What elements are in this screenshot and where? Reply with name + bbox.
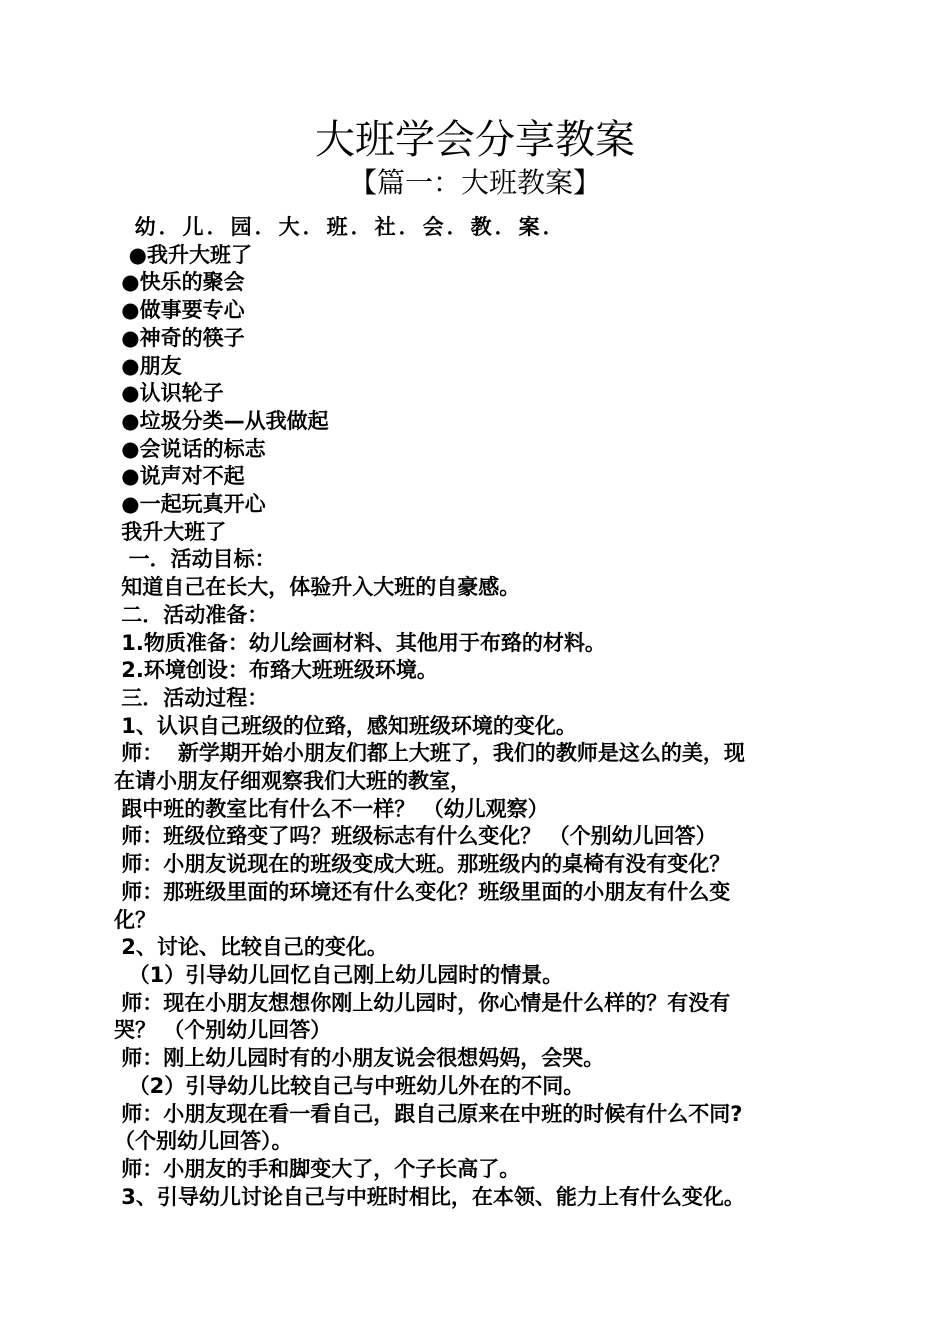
document-title: 大班学会分享教案: [315, 117, 635, 163]
list-item: ●我升大班了: [114, 242, 252, 267]
list-item: ●一起玩真开心: [114, 492, 266, 517]
list-item: ●垃圾分类—从我做起: [114, 408, 329, 433]
paragraph-line: 师：现在小朋友想想你刚上幼儿园时，你心情是什么样的？有没有: [114, 990, 731, 1015]
paragraph-line: 1.物质准备：幼儿绘画材料、其他用于布臵的材料。: [114, 630, 606, 655]
paragraph-line: 3、引导幼儿讨论自己与中班时相比，在本领、能力上有什么变化。: [114, 1184, 745, 1209]
paragraph-line: 2.环境创设：布臵大班班级环境。: [114, 658, 438, 683]
paragraph-line: 师：那班级里面的环境还有什么变化？班级里面的小朋友有什么变: [114, 879, 731, 904]
paragraph-line: 师： 新学期开始小朋友们都上大班了，我们的教师是这么的美，现: [114, 741, 745, 766]
paragraph-line: 在请小朋友仔细观察我们大班的教室，: [114, 769, 471, 794]
paragraph-line: 师：小朋友说现在的班级变成大班。那班级内的桌椅有没有变化？: [114, 852, 731, 877]
paragraph-line: 三．活动过程：: [114, 685, 269, 710]
document-body: [114, 214, 834, 1211]
paragraph-line: 知道自己在长大，体验升入大班的自豪感。: [114, 575, 521, 600]
paragraph-line: 跟中班的教室比有什么不一样？ （幼儿观察）: [114, 796, 549, 821]
paragraph-line: 2、讨论、比较自己的变化。: [114, 935, 388, 960]
paragraph-line: 师：刚上幼儿园时有的小朋友说会很想妈妈，会哭。: [114, 1046, 605, 1071]
paragraph-line: 一．活动目标：: [114, 547, 276, 572]
paragraph-line: （1）引导幼儿回忆自己刚上幼儿园时的情景。: [114, 962, 564, 987]
paragraph-line: 二．活动准备：: [114, 602, 269, 627]
section-heading: 幼．儿．园．大．班．社．会．教．案．: [114, 215, 567, 239]
paragraph-line: 1、认识自己班级的位臵，感知班级环境的变化。: [114, 713, 577, 738]
paragraph-line: 师：班级位臵变了吗？班级标志有什么变化？ （个别幼儿回答）: [114, 824, 717, 849]
paragraph-line: 哭？ （个别幼儿回答）: [114, 1018, 332, 1043]
paragraph-line: 师：小朋友现在看一看自己，跟自己原来在中班的时候有什么不同?: [114, 1101, 743, 1126]
list-item: ●会说话的标志: [114, 436, 266, 461]
list-item: ●朋友: [114, 353, 182, 378]
paragraph-line: 化？: [114, 907, 156, 932]
list-item: ●做事要专心: [114, 298, 245, 323]
list-item: ●神奇的筷子: [114, 325, 245, 350]
paragraph-line: （2）引导幼儿比较自己与中班幼儿外在的不同。: [114, 1073, 585, 1098]
document-subtitle: 【篇一：大班教案】: [348, 166, 601, 199]
list-item: ●说声对不起: [114, 464, 245, 489]
lesson-title: 我升大班了: [114, 519, 227, 544]
paragraph-line: 师：小朋友的手和脚变大了，个子长高了。: [114, 1156, 521, 1181]
list-item: ●认识轮子: [114, 381, 224, 406]
list-item: ●快乐的聚会: [114, 270, 245, 295]
paragraph-line: （个别幼儿回答）。: [114, 1129, 293, 1154]
